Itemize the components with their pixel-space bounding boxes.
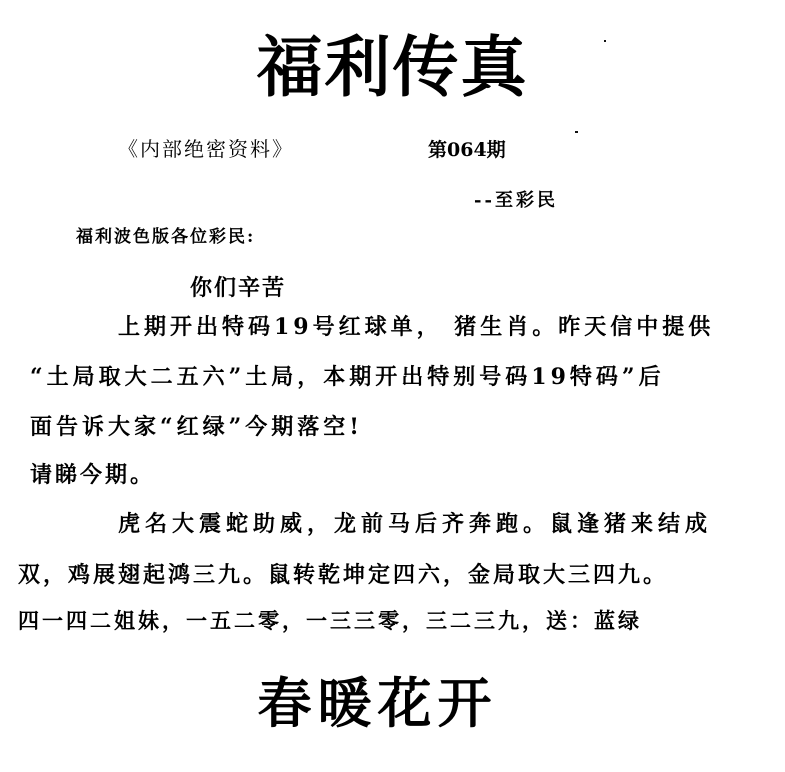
scan-speck [575,131,578,133]
paragraph-line: “土局取大二五六”土局，本期开出特别号码19特码”后 [30,364,665,390]
footer-title: 春暖花开 [257,671,498,735]
paragraph-line: 面告诉大家“红绿”今期落空! [30,414,363,440]
issue-number: 第064期 [428,139,506,161]
paragraph-line: 四一四二姐妹，一五二零，一三三零，三二三九，送：蓝绿 [18,608,642,633]
letter-greeting: 福利波色版各位彩民: [76,227,256,247]
paragraph-line: 上期开出特码19号红球单， 猪生肖。昨天信中提供 [118,314,715,340]
paragraph-line: 请睇今期。 [30,462,156,488]
paragraph-line: 双，鸡展翅起鸿三九。鼠转乾坤定四六，金局取大三四九。 [18,562,669,588]
author-line: --至彩民 [474,190,558,211]
paragraph-line: 虎名大震蛇助威，龙前马后齐奔跑。鼠逢猪来结成 [118,511,713,537]
scan-speck [604,40,606,42]
document-subtitle: 《内部绝密资料》 [118,137,294,161]
letter-salutation: 你们辛苦 [190,275,287,301]
page-title: 福利传真 [256,28,529,106]
